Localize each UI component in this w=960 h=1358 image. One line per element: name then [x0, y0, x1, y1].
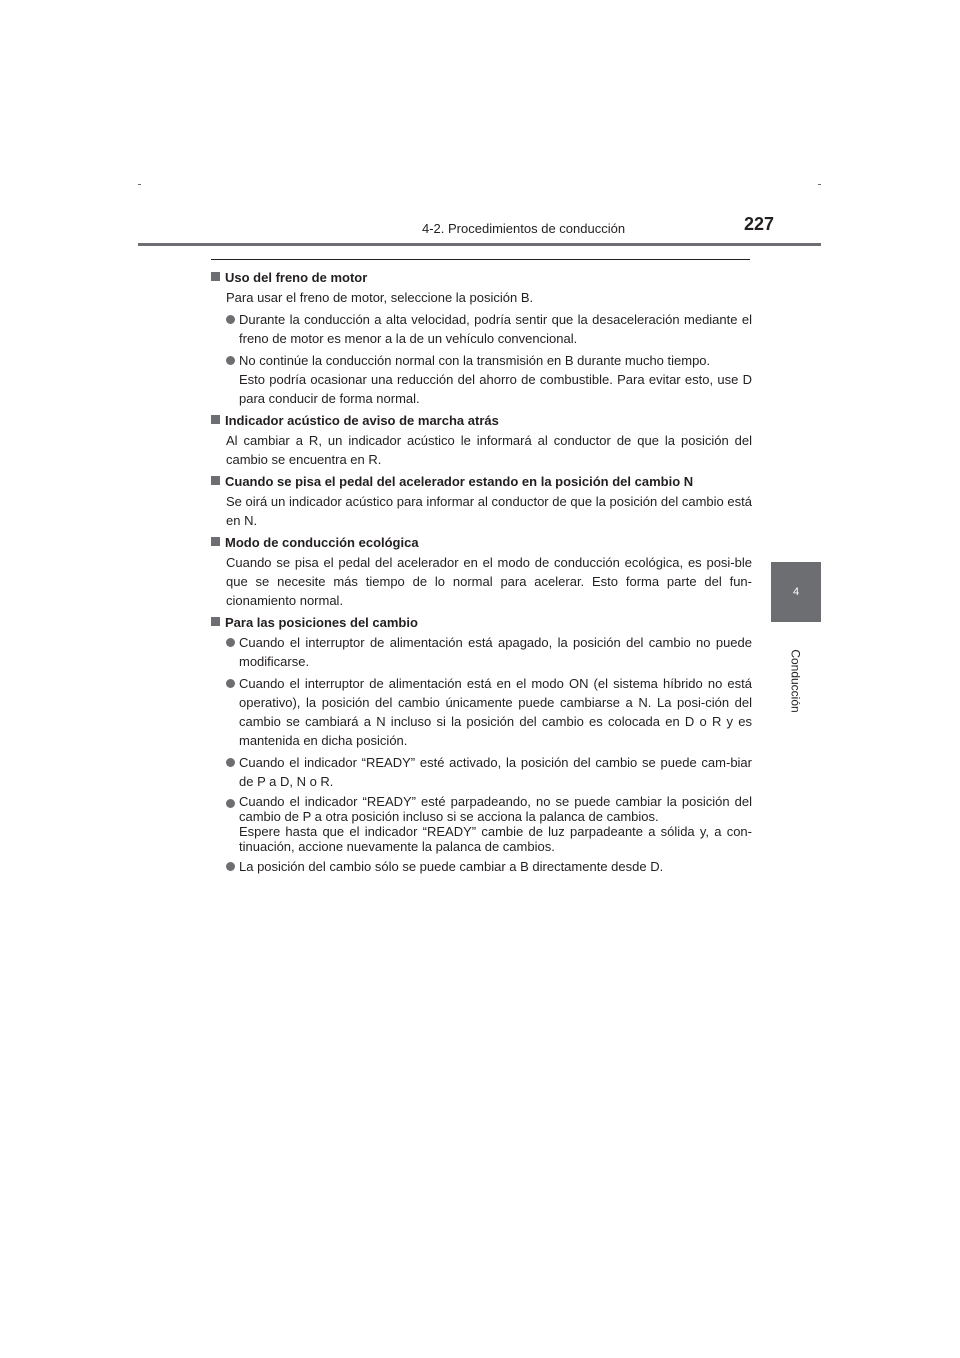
section-title: Cuando se pisa el pedal del acelerador estando en la posición del cambio N [211, 472, 752, 491]
square-bullet-icon [211, 617, 220, 626]
chapter-tab [771, 562, 821, 622]
section-title: Indicador acústico de aviso de marcha atrás [211, 411, 752, 430]
circle-bullet-icon [226, 862, 235, 871]
section-eco-mode [211, 533, 752, 610]
content-top-rule [211, 259, 750, 260]
running-header-section: 4-2. Procedimientos de conducción [422, 221, 626, 236]
page-content [211, 268, 752, 879]
section-reverse-buzzer [211, 411, 752, 469]
square-bullet-icon [211, 272, 220, 281]
chapter-name: Conducción [789, 649, 803, 713]
crop-mark-right [818, 184, 821, 185]
circle-bullet-icon [226, 758, 235, 767]
chapter-label [771, 622, 821, 740]
square-bullet-icon [211, 476, 220, 485]
circle-bullet-icon [226, 638, 235, 647]
bullet-item: Cuando el interruptor de alimentación está en el modo ON (el sistema híbrido no está operativo), la posición del cambio únicamente puede cambiarse a N. La posi-ción del cambio se cambiará a N incluso si la posición del cambio es colocada en D o R y es mantenida en dicha posición. [211, 674, 752, 750]
circle-bullet-icon [226, 679, 235, 688]
header-rule [138, 243, 821, 246]
bullet-item: Durante la conducción a alta velocidad, podría sentir que la desaceleración mediante el freno de motor es menor a la de un vehículo convencional. [211, 310, 752, 348]
section-engine-brake [211, 268, 752, 408]
bullet-item: No continúe la conducción normal con la transmisión en B durante mucho tiempo. Esto podría ocasionar una reducción del ahorro de combustible. Para evitar esto, use D para conducir de forma normal. [211, 351, 752, 408]
bullet-item: Cuando el indicador “READY” esté parpadeando, no se puede cambiar la posición del cambio de P a otra posición incluso si se acciona la palanca de cambios. Espere hasta que el indicador “READY” cambie de luz parpadeante a sólida y, a con-tinuación, accione nuevamente la palanca de cambios. [211, 794, 752, 854]
bullet-item: La posición del cambio sólo se puede cambiar a B directamente desde D. [211, 857, 752, 876]
square-bullet-icon [211, 415, 220, 424]
section-title: Uso del freno de motor [211, 268, 752, 287]
chapter-number: 4 [792, 586, 800, 598]
section-paragraph: Para usar el freno de motor, seleccione la posición B. [226, 290, 534, 305]
section-paragraph: Se oirá un indicador acústico para informar al conductor de que la posición del cambio está en N. [226, 494, 752, 528]
bullet-item: Cuando el interruptor de alimentación está apagado, la posición del cambio no puede modificarse. [211, 633, 752, 671]
crop-mark-left [138, 184, 141, 185]
section-title: Para las posiciones del cambio [211, 613, 752, 632]
page-number: 227 [744, 214, 775, 234]
bullet-item: Cuando el indicador “READY” esté activado, la posición del cambio se puede cam-biar de P a D, N o R. [211, 753, 752, 791]
section-shift-positions [211, 613, 752, 876]
section-accelerator-in-n [211, 472, 752, 530]
circle-bullet-icon [226, 799, 235, 808]
circle-bullet-icon [226, 315, 235, 324]
circle-bullet-icon [226, 356, 235, 365]
section-title: Modo de conducción ecológica [211, 533, 752, 552]
section-paragraph: Al cambiar a R, un indicador acústico le informará al conductor de que la posición del cambio se encuentra en R. [226, 433, 752, 467]
square-bullet-icon [211, 537, 220, 546]
section-paragraph: Cuando se pisa el pedal del acelerador en el modo de conducción ecológica, es posi-ble que se necesite más tiempo de lo normal para acelerar. Esto forma parte del fun-cionamiento normal. [226, 555, 752, 608]
